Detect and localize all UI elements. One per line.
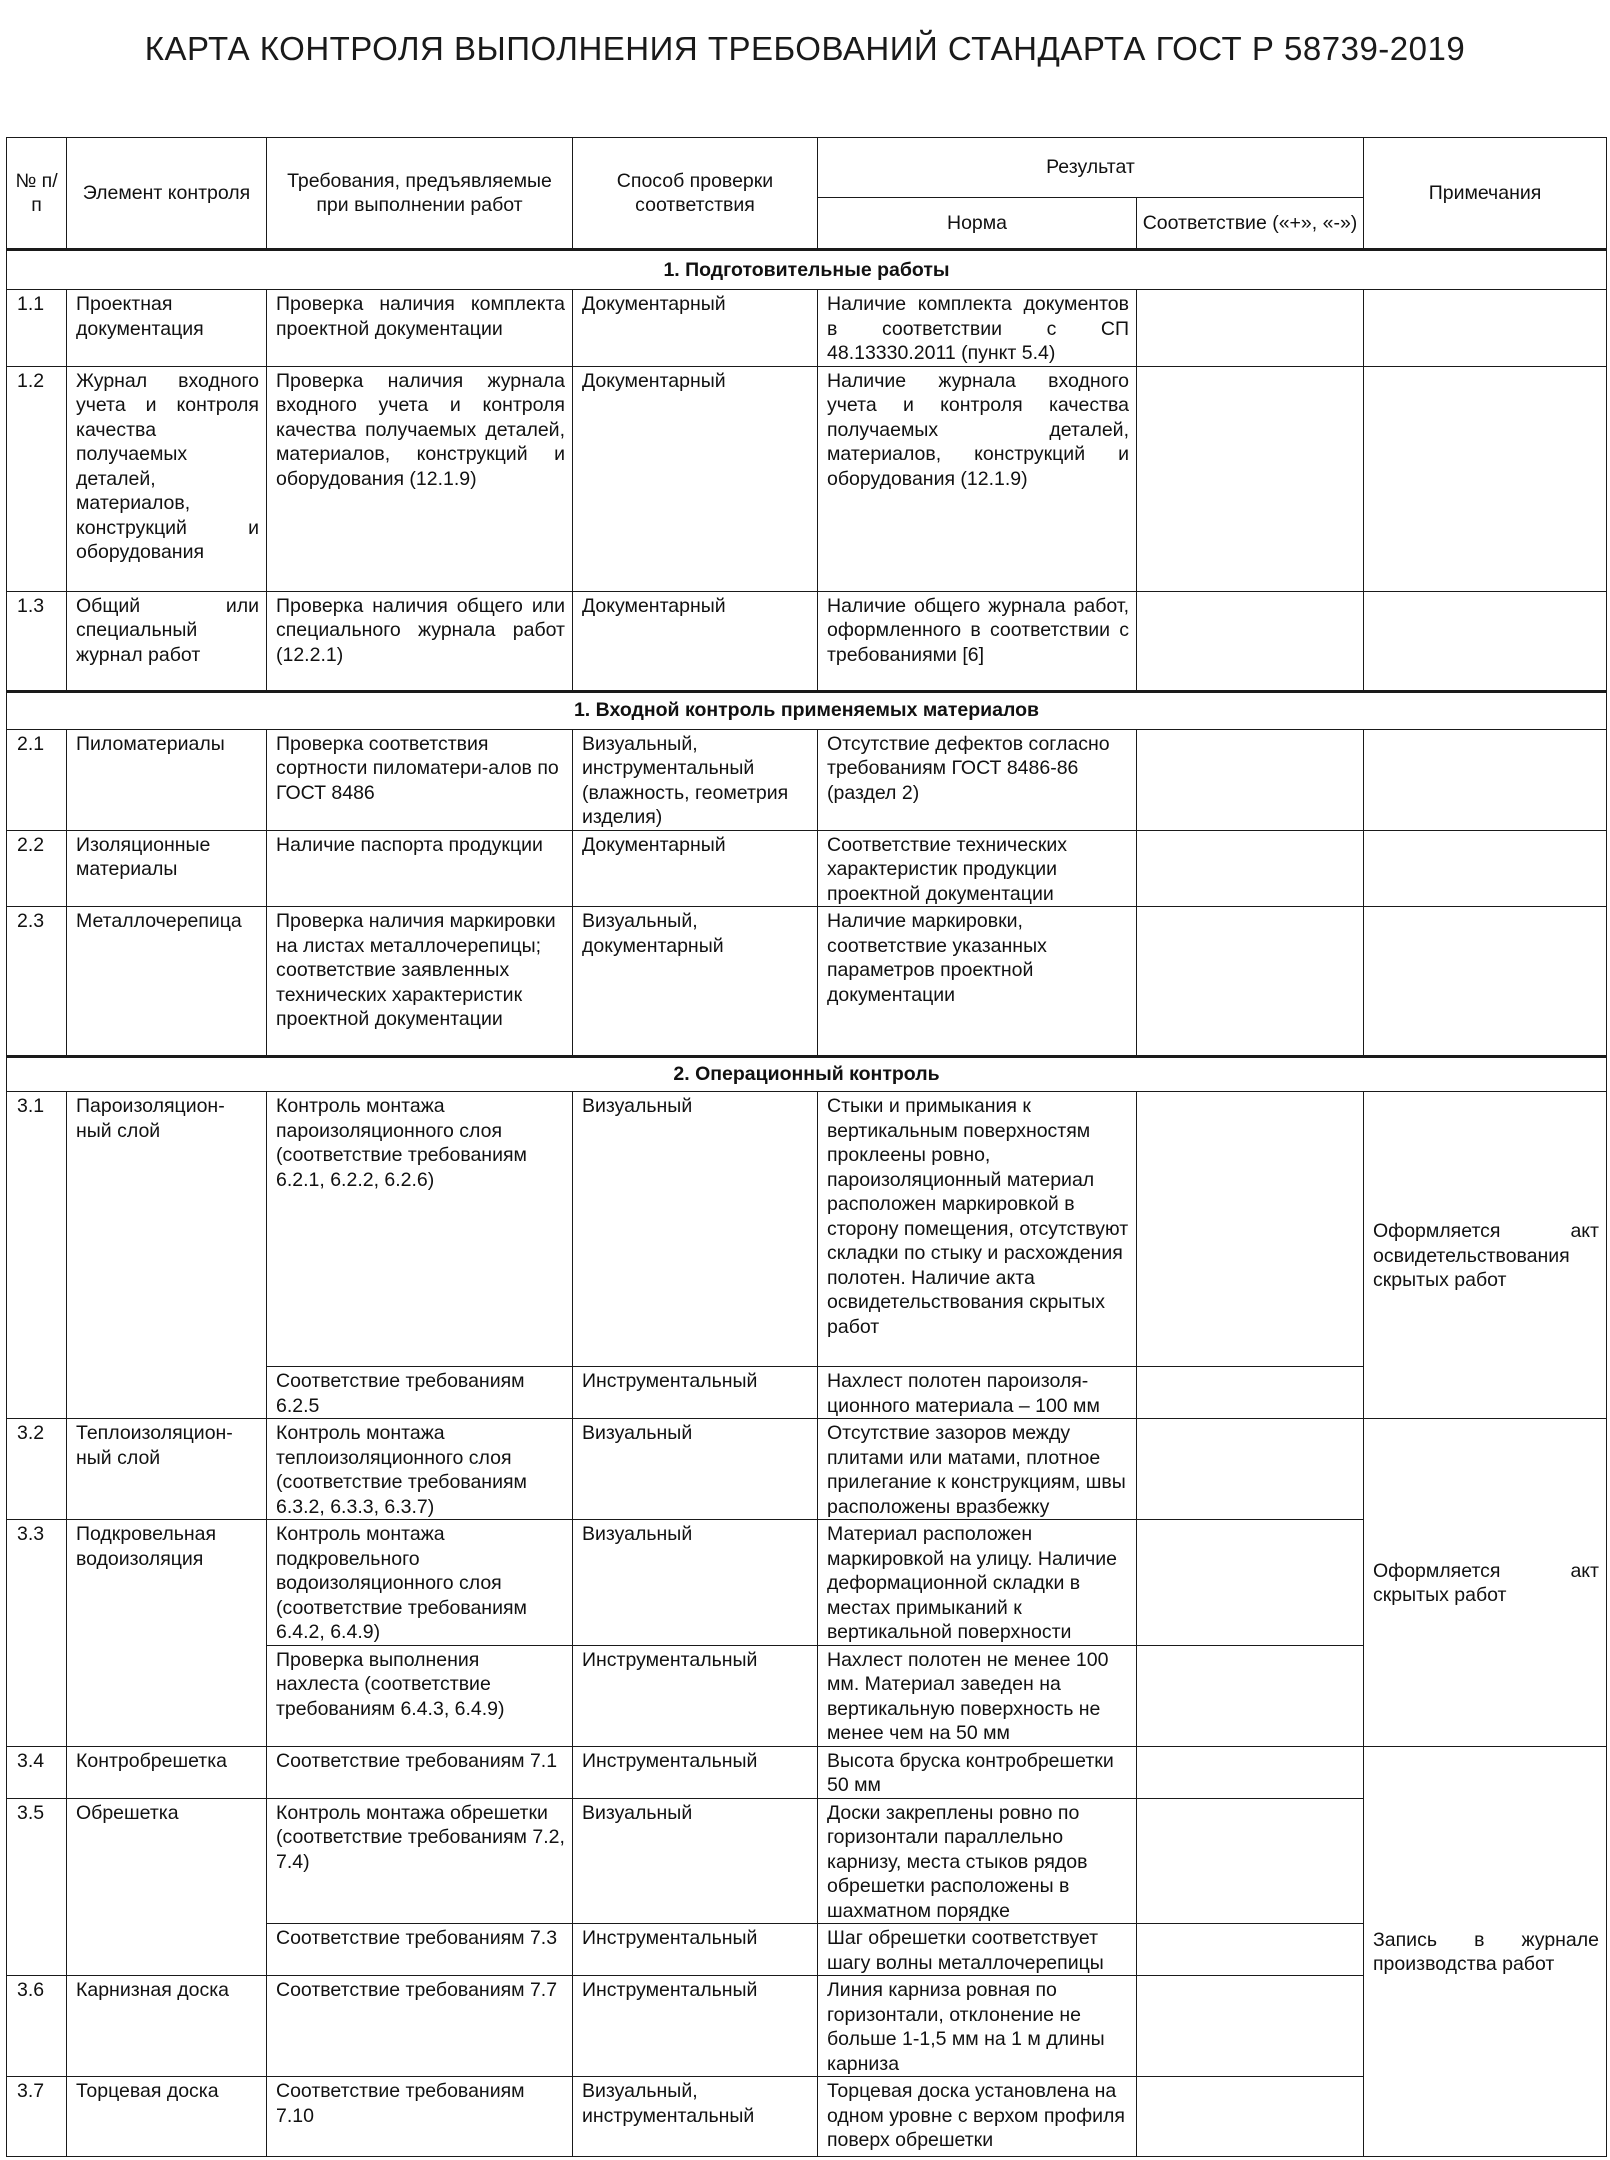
row-requirement: Проверка наличия журнала входного учета и контроля качества получаемых деталей, материалов, конструкций и оборудования (12.1.9): [267, 366, 573, 591]
row-requirement: Соответствие требованиям 7.10: [267, 2077, 573, 2157]
row-compliance: [1137, 1924, 1364, 1976]
row-norm: Доски закреплены ровно по горизонтали параллельно карнизу, места стыков рядов обрешетки расположены в шахматном порядке: [818, 1798, 1137, 1924]
row-method: Документарный: [573, 830, 818, 907]
row-requirement: Контроль монтажа подкровельного водоизоляционного слоя (соответствие требованиям 6.4.2, 6.4.9): [267, 1520, 573, 1646]
table-row: [7, 729, 1607, 830]
row-element: Карнизная доска: [67, 1976, 267, 2077]
row-norm: Наличие журнала входного учета и контроля качества получаемых деталей, материалов, конструкций и оборудования (12.1.9): [818, 366, 1137, 591]
row-method: Визуальный, документарный: [573, 907, 818, 1057]
row-method: Визуальный, инструментальный: [573, 2077, 818, 2157]
header-notes: Примечания: [1364, 138, 1607, 250]
row-method: Визуальный, инструментальный (влажность, геометрия изделия): [573, 729, 818, 830]
row-method: Документарный: [573, 591, 818, 691]
row-requirement: Контроль монтажа теплоизоляционного слоя (соответствие требованиям 6.3.2, 6.3.3, 6.3.7): [267, 1419, 573, 1520]
row-method: Инструментальный: [573, 1976, 818, 2077]
row-norm: Отсутствие зазоров между плитами или матами, плотное прилегание к конструкциям, швы расположены вразбежку: [818, 1419, 1137, 1520]
section-title: 1. Входной контроль применяемых материалов: [7, 691, 1607, 729]
row-compliance: [1137, 1520, 1364, 1646]
row-notes: [1364, 830, 1607, 907]
row-requirement: Проверка выполнения нахлеста (соответствие требованиям 6.4.3, 6.4.9): [267, 1645, 573, 1746]
row-element: Пароизоляцион-ный слой: [67, 1092, 267, 1419]
row-method: Визуальный: [573, 1092, 818, 1367]
header-element: Элемент контроля: [67, 138, 267, 250]
row-method: Инструментальный: [573, 1645, 818, 1746]
table-row: [7, 591, 1607, 691]
table-row: [7, 366, 1607, 591]
row-norm: Нахлест полотен не менее 100 мм. Материал заведен на вертикальную поверхность не менее чем на 50 мм: [818, 1645, 1137, 1746]
row-num: 3.6: [7, 1976, 67, 2077]
row-compliance: [1137, 591, 1364, 691]
row-num: 3.5: [7, 1798, 67, 1976]
row-norm: Линия карниза ровная по горизонтали, отклонение не больше 1-1,5 мм на 1 м длины карниза: [818, 1976, 1137, 2077]
row-requirement: Соответствие требованиям 7.7: [267, 1976, 573, 2077]
row-method: Инструментальный: [573, 1746, 818, 1798]
row-num: 3.2: [7, 1419, 67, 1520]
header-method: Способ проверки соответствия: [573, 138, 818, 250]
note-text: Запись в журнале производства работ: [1373, 1928, 1599, 1976]
row-element: Проектная документация: [67, 290, 267, 367]
row-requirement: Соответствие требованиям 7.1: [267, 1746, 573, 1798]
row-compliance: [1137, 907, 1364, 1057]
row-method: Визуальный: [573, 1520, 818, 1646]
row-notes: [1364, 591, 1607, 691]
row-requirement: Наличие паспорта продукции: [267, 830, 573, 907]
row-num: 2.1: [7, 729, 67, 830]
row-compliance: [1137, 2077, 1364, 2157]
header-norm: Норма: [818, 198, 1137, 250]
row-norm: Наличие общего журнала работ, оформленного в соответствии с требованиями [6]: [818, 591, 1137, 691]
row-requirement: Проверка наличия маркировки на листах металлочерепицы; соответствие заявленных технических характеристик проектной документации: [267, 907, 573, 1057]
row-norm: Наличие маркировки, соответствие указанных параметров проектной документации: [818, 907, 1137, 1057]
row-element: Общий или специальный журнал работ: [67, 591, 267, 691]
header-compliance: Соответствие («+», «-»): [1137, 198, 1364, 250]
note-text: Оформляется акт скрытых работ: [1373, 1559, 1599, 1607]
row-method: Документарный: [573, 290, 818, 367]
row-norm: Высота бруска контробрешетки 50 мм: [818, 1746, 1137, 1798]
row-num: 1.2: [7, 366, 67, 591]
row-element: Контробрешетка: [67, 1746, 267, 1798]
page-title: КАРТА КОНТРОЛЯ ВЫПОЛНЕНИЯ ТРЕБОВАНИЙ СТАНДАРТА ГОСТ Р 58739-2019: [144, 30, 1466, 67]
section-row: [7, 250, 1607, 290]
row-norm: Нахлест полотен пароизоля-ционного материала – 100 мм: [818, 1367, 1137, 1419]
row-num: 3.3: [7, 1520, 67, 1747]
row-norm: Торцевая доска установлена на одном уровне с верхом профиля поверх обрешетки: [818, 2077, 1137, 2157]
row-notes: [1364, 1092, 1607, 1419]
row-method: Визуальный: [573, 1798, 818, 1924]
row-compliance: [1137, 1746, 1364, 1798]
table-row: [7, 290, 1607, 367]
row-method: Инструментальный: [573, 1924, 818, 1976]
row-requirement: Соответствие требованиям 7.3: [267, 1924, 573, 1976]
row-norm: Отсутствие дефектов согласно требованиям ГОСТ 8486-86 (раздел 2): [818, 729, 1137, 830]
row-requirement: Проверка соответствия сортности пиломатери-алов по ГОСТ 8486: [267, 729, 573, 830]
section-title: 1. Подготовительные работы: [7, 250, 1607, 290]
row-element: Журнал входного учета и контроля качества получаемых деталей, материалов, конструкций и оборудования: [67, 366, 267, 591]
row-compliance: [1137, 830, 1364, 907]
row-compliance: [1137, 1092, 1364, 1367]
header-requirements: Требования, предъявляемые при выполнении работ: [267, 138, 573, 250]
row-num: 3.4: [7, 1746, 67, 1798]
row-norm: Соответствие технических характеристик продукции проектной документации: [818, 830, 1137, 907]
row-num: 2.2: [7, 830, 67, 907]
row-requirement: Контроль монтажа пароизоляционного слоя (соответствие требованиям 6.2.1, 6.2.2, 6.2.6): [267, 1092, 573, 1367]
row-element: Теплоизоляцион-ный слой: [67, 1419, 267, 1520]
section-row: [7, 691, 1607, 729]
note-text: Оформляется акт освидетельствования скрытых работ: [1373, 1220, 1599, 1292]
row-element: Торцевая доска: [67, 2077, 267, 2157]
row-num: 2.3: [7, 907, 67, 1057]
row-norm: Материал расположен маркировкой на улицу. Наличие деформационной складки в местах примыканий к вертикальной поверхности: [818, 1520, 1137, 1646]
row-compliance: [1137, 1976, 1364, 2077]
row-notes: [1364, 366, 1607, 591]
row-notes: [1364, 1746, 1607, 2157]
row-requirement: Проверка наличия общего или специального журнала работ (12.2.1): [267, 591, 573, 691]
header-row: [7, 138, 1607, 198]
row-notes: [1364, 729, 1607, 830]
row-compliance: [1137, 1419, 1364, 1520]
row-requirement: Соответствие требованиям 6.2.5: [267, 1367, 573, 1419]
section-row: [7, 1057, 1607, 1092]
row-method: Инструментальный: [573, 1367, 818, 1419]
table-row: [7, 1419, 1607, 1520]
row-compliance: [1137, 729, 1364, 830]
row-norm: Шаг обрешетки соответствует шагу волны металлочерепицы: [818, 1924, 1137, 1976]
row-num: 1.3: [7, 591, 67, 691]
section-title: 2. Операционный контроль: [7, 1057, 1607, 1092]
row-method: Визуальный: [573, 1419, 818, 1520]
header-num: № п/п: [7, 138, 67, 250]
table-row: [7, 1092, 1607, 1367]
row-num: 3.1: [7, 1092, 67, 1419]
row-notes: [1364, 907, 1607, 1057]
header-result: Результат: [818, 138, 1364, 198]
row-num: 3.7: [7, 2077, 67, 2157]
row-num: 1.1: [7, 290, 67, 367]
table-row: [7, 830, 1607, 907]
row-element: Подкровельная водоизоляция: [67, 1520, 267, 1747]
row-requirement: Контроль монтажа обрешетки (соответствие требованиям 7.2, 7.4): [267, 1798, 573, 1924]
row-compliance: [1137, 1645, 1364, 1746]
table-row: [7, 1746, 1607, 1798]
row-element: Изоляционные материалы: [67, 830, 267, 907]
row-element: Металлочерепица: [67, 907, 267, 1057]
row-notes: [1364, 290, 1607, 367]
row-norm: Стыки и примыкания к вертикальным поверхностям проклеены ровно, пароизоляционный материал расположен маркировкой в сторону помещения, отсутствуют складки по стыку и расхождения полотен. Наличие акта освидетельствования скрытых работ: [818, 1092, 1137, 1367]
table-row: [7, 907, 1607, 1057]
row-method: Документарный: [573, 366, 818, 591]
row-compliance: [1137, 1798, 1364, 1924]
row-element: Пиломатериалы: [67, 729, 267, 830]
row-compliance: [1137, 290, 1364, 367]
row-notes: [1364, 1419, 1607, 1747]
row-requirement: Проверка наличия комплекта проектной документации: [267, 290, 573, 367]
row-norm: Наличие комплекта документов в соответствии с СП 48.13330.2011 (пункт 5.4): [818, 290, 1137, 367]
row-compliance: [1137, 366, 1364, 591]
row-compliance: [1137, 1367, 1364, 1419]
control-table: [6, 137, 1607, 2157]
row-element: Обрешетка: [67, 1798, 267, 1976]
